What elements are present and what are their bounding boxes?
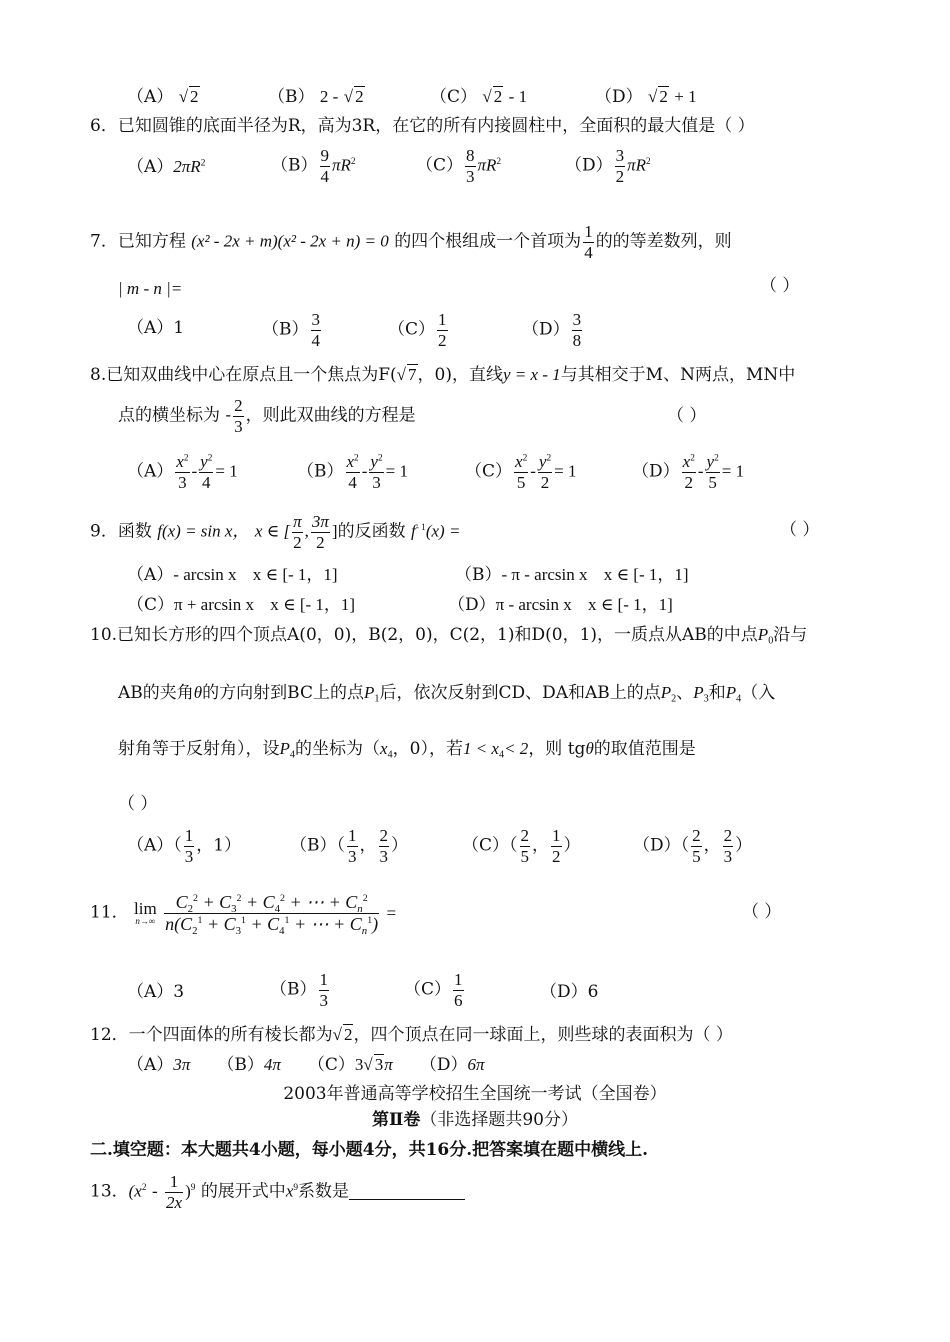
question-10-line1: 10.已知长方形的四个顶点A(0，0)，B(2，0)，C(2，1)和D(0，1)，一质点从AB的中点$P_0$沿与: [90, 625, 808, 647]
q11-option-c: （C） $\frac{1}{6}$: [404, 970, 463, 1010]
q10-option-d: （D）（ $\frac{2}{5}$ ， $\frac{2}{3}$ ）: [633, 826, 753, 866]
part2-heading: 第Ⅱ卷（非选择题共90分）: [372, 1110, 578, 1130]
question-12: 12．一个四面体的所有棱长都为√ 2，四个顶点在同一球面上，则些球的表面积为（ ）: [90, 1025, 733, 1045]
q11-option-d: （D）6: [540, 982, 599, 1002]
q11-option-a: （A）3: [127, 982, 185, 1002]
question-6: 6．已知圆锥的底面半径为R，高为3R，在它的所有内接圆柱中，全面积的最大值是（ ）: [90, 116, 755, 136]
q8-option-c: （C） $\frac{x^2}{5}$ - $\frac{y^2}{2}$ = 1: [465, 452, 577, 492]
q8-option-b: （B） $\frac{x^2}{4}$ - $\frac{y^2}{3}$ = 1: [297, 452, 408, 492]
q10-answer-paren: （ ）: [118, 794, 158, 814]
q9-option-a: （A）- arcsin x x ∈ [- 1，1]: [127, 565, 338, 585]
question-8: 8.已知双曲线中心在原点且一个焦点为F(√ 7，0)，直线y = x - 1与其相交于M、N两点，MN中: [90, 365, 796, 385]
q7-option-d: （D） $\frac{3}{8}$: [522, 310, 582, 350]
q11-answer-paren: （ ）: [742, 902, 782, 922]
q7-answer-paren: （ ）: [760, 276, 800, 296]
q6-option-c: （C） $\frac{8}{3}$ $\pi R^2$: [416, 146, 502, 186]
q10-option-c: （C）（ $\frac{2}{5}$ ， $\frac{1}{2}$ ）: [462, 826, 581, 866]
exam-title: 2003年普通高等学校招生全国统一考试（全国卷）: [283, 1084, 667, 1104]
q7-line2: | m - n |=: [118, 279, 183, 298]
top-option-c: （C） √ 2 - 1: [430, 87, 528, 107]
question-13: 13．($x^2$ - $\frac{1}{2x}$ )$^9$ 的展开式中$x^9$系数是: [90, 1172, 465, 1212]
q10-option-b: （B）（ $\frac{1}{3}$ ， $\frac{2}{3}$ ）: [290, 826, 408, 866]
section2-instruction: 二.填空题：本大题共4小题，每小题4分，共16分.把答案填在题中横线上.: [90, 1140, 649, 1160]
q7-option-b: （B） $\frac{3}{4}$: [262, 310, 320, 350]
question-10-line3: 射角等于反射角），设$P_4$的坐标为（$x_4$，0），若$1 < x_4< 2$，则 tgθ的取值范围是: [118, 739, 696, 761]
top-option-b: （B） 2 - √ 2: [268, 87, 364, 107]
option-a: （A）: [127, 87, 174, 107]
q10-option-a: （A）（ $\frac{1}{3}$ ，1）: [127, 826, 242, 866]
question-10-line2: AB的夹角θ的方向射到BC上的点$P_1$后，依次反射到CD、DA和AB上的点$P_2$、$P_3$和$P_4$（入: [118, 683, 776, 705]
top-option-d: （D） √ 2 + 1: [595, 87, 697, 107]
q7-option-a: （A）1: [127, 318, 185, 338]
q8-option-d: （D） $\frac{x^2}{2}$ - $\frac{y^2}{5}$ = 1: [632, 452, 745, 492]
q9-option-c: （C）π + arcsin x x ∈ [- 1，1]: [127, 595, 356, 615]
q9-option-d: （D）π - arcsin x x ∈ [- 1，1]: [448, 595, 673, 615]
q13-answer-blank[interactable]: [349, 1199, 465, 1200]
q6-option-d: （D） $\frac{3}{2}$ $\pi R^2$: [565, 146, 651, 186]
question-7: 7．已知方程 (x² - 2x + m)(x² - 2x + n) = 0 的四个根组成一个首项为 $\frac{1}{4}$ 的的等差数列，则: [90, 222, 732, 262]
q6-option-a: $(A)2\pi R^2$: [127, 157, 206, 177]
q8-option-a: （A） $\frac{x^2}{3}$ - $\frac{y^2}{4}$ = 1: [127, 452, 238, 492]
question-11: 11． lim n→∞ $\frac{C_2^2 + C_3^2 + C_4^2 + \cdots + C_n^2}{n(C_2^1 + C_3^1 + C_4^1 + \cdots + C_n^1)}$ =: [90, 892, 397, 937]
q9-option-b: （B）- π - arcsin x x ∈ [- 1，1]: [455, 565, 689, 585]
q12-options: （A）3π （B）4π （C）3√ 3π （D）6π: [127, 1055, 485, 1075]
question-9: 9．函数 f(x) = sin x， x ∈ [ $\frac{\pi}{2}$ , $\frac{3\pi}{2}$ ]的反函数 $f^{- 1}(x)$ =: [90, 512, 461, 552]
q9-answer-paren: （ ）: [780, 520, 820, 540]
q11-option-b: （B） $\frac{1}{3}$: [270, 970, 328, 1010]
q7-option-c: （C） $\frac{1}{2}$: [388, 310, 447, 350]
q8-answer-paren: （ ）: [667, 406, 707, 426]
q11-numerator: $C_2^2 + C_3^2 + C_4^2$ + ⋯ + $C_n^2$: [164, 892, 379, 914]
top-options-row: （A） √ 2: [127, 87, 199, 107]
q6-option-b: （B） $\frac{9}{4}$ $\pi R^2$: [271, 146, 356, 186]
q11-denominator: $n(C_2^1 + C_3^1 + C_4^1$ + ⋯ + $C_n^1$): [165, 913, 379, 937]
q8-line2: 点的横坐标为 - $\frac{2}{3}$ ，则此双曲线的方程是: [118, 396, 416, 436]
